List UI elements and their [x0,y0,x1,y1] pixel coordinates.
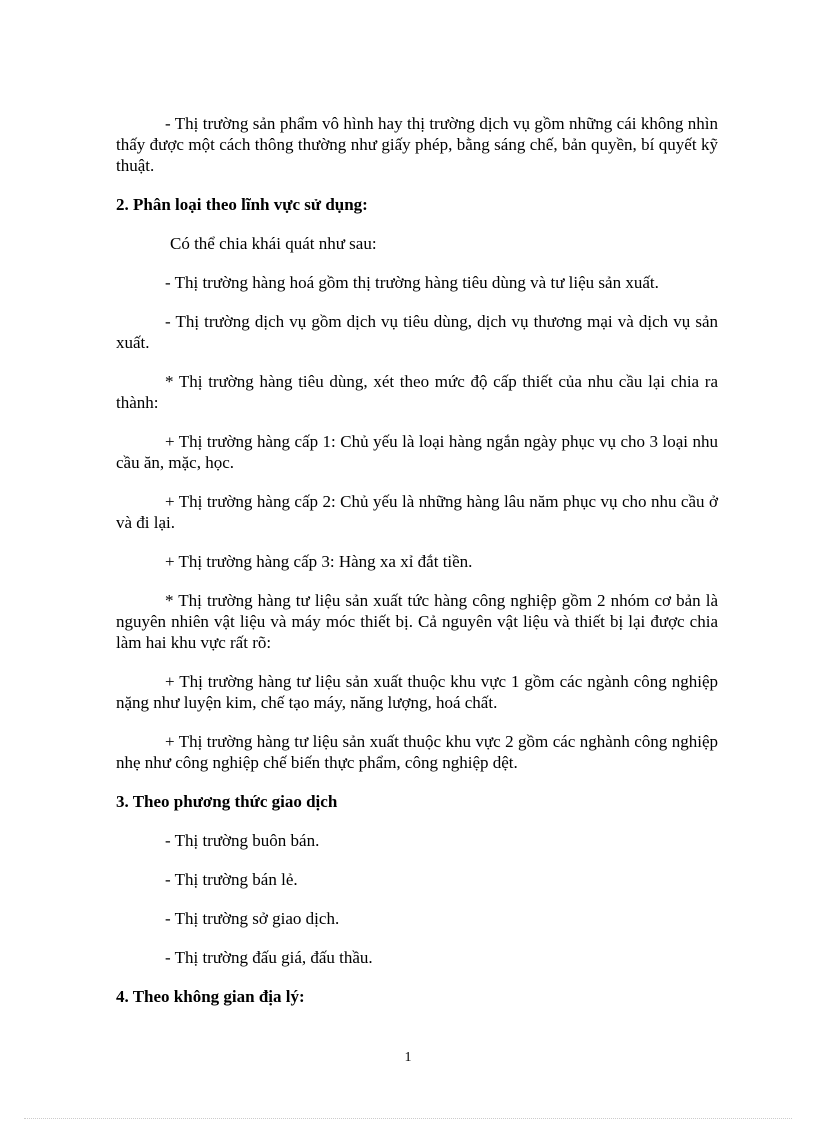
paragraph-level-1: + Thị trường hàng cấp 1: Chủ yếu là loại hàng ngắn ngày phục vụ cho 3 loại nhu cầu ăn, mặc, học. [116,432,718,472]
paragraph-wholesale: - Thị trường buôn bán. [165,831,320,850]
paragraph-general-division: Có thể chia khái quát như sau: [170,234,377,253]
page-bottom-divider [24,1118,792,1119]
paragraph-consumer-goods: * Thị trường hàng tiêu dùng, xét theo mức độ cấp thiết của nhu cầu lại chia ra thành: [116,372,718,412]
paragraph-goods-market: - Thị trường hàng hoá gồm thị trường hàng tiêu dùng và tư liệu sản xuất. [165,273,659,292]
paragraph-auction: - Thị trường đấu giá, đấu thầu. [165,948,373,967]
paragraph-level-2: + Thị trường hàng cấp 2: Chủ yếu là những hàng lâu năm phục vụ cho nhu cầu ở và đi lại. [116,492,718,532]
paragraph-retail: - Thị trường bán lẻ. [165,870,298,889]
paragraph-sector-2: + Thị trường hàng tư liệu sản xuất thuộc khu vực 2 gồm các nghành công nghiệp nhẹ như công nghiệp chế biến thực phẩm, công nghiệp dệt. [116,732,718,772]
paragraph-intangible-market: - Thị trường sản phẩm vô hình hay thị trường dịch vụ gồm những cái không nhìn thấy được một cách thông thường như giấy phép, bằng sáng chế, bản quyền, bí quyết kỹ thuật. [116,114,718,175]
heading-section-4: 4. Theo không gian địa lý: [116,987,305,1006]
paragraph-sector-1: + Thị trường hàng tư liệu sản xuất thuộc khu vực 1 gồm các ngành công nghiệp nặng như luyện kim, chế tạo máy, năng lượng, hoá chất. [116,672,718,712]
paragraph-production-goods: * Thị trường hàng tư liệu sản xuất tức hàng công nghiệp gồm 2 nhóm cơ bản là nguyên nhiên vật liệu và máy móc thiết bị. Cả nguyên vật liệu và thiết bị lại được chia làm hai khu vực rất rõ: [116,591,718,652]
paragraph-service-market: - Thị trường dịch vụ gồm dịch vụ tiêu dùng, dịch vụ thương mại và dịch vụ sản xuất. [116,312,718,352]
heading-section-3: 3. Theo phương thức giao dịch [116,792,338,811]
paragraph-exchange: - Thị trường sở giao dịch. [165,909,340,928]
heading-section-2: 2. Phân loại theo lĩnh vực sử dụng: [116,195,368,214]
document-body [116,113,718,1025]
paragraph-level-3: + Thị trường hàng cấp 3: Hàng xa xỉ đắt tiền. [165,552,473,571]
page-number: 1 [404,1050,412,1065]
